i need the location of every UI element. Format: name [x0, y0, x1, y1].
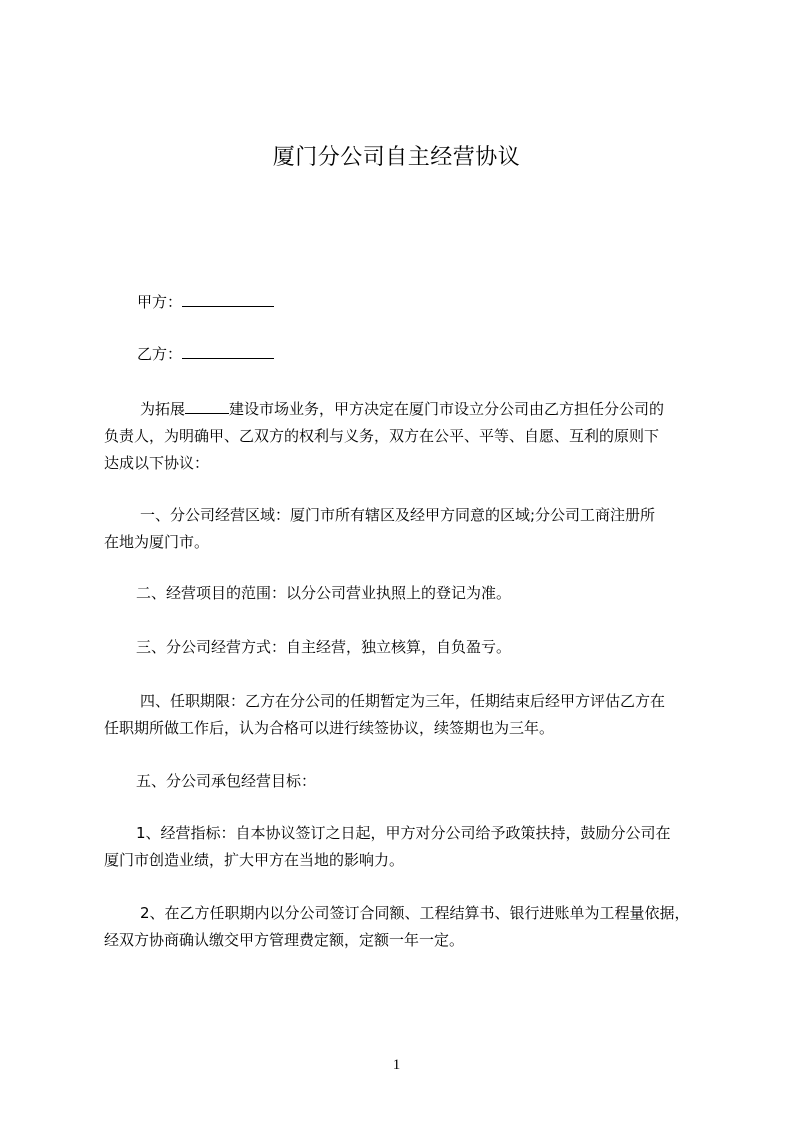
- clause-3-line-1: 三、分公司经营方式：自主经营，独立核算，自负盈亏。: [136, 638, 512, 656]
- clause-7-line-1: 2、在乙方任职期内以分公司签订合同额、工程结算书、银行进账单为工程量依据，: [140, 904, 690, 922]
- clause-4-line-2: 任职期所做工作后，认为合格可以进行续签协议，续签期也为三年。: [104, 719, 555, 737]
- clause-5-paragraph: [104, 768, 714, 795]
- clause-2-line-1: 二、经营项目的范围：以分公司营业执照上的登记为准。: [136, 584, 512, 602]
- page-number: 1: [392, 1057, 401, 1073]
- party-a-line: [137, 290, 274, 314]
- clause-2-paragraph: [104, 580, 714, 607]
- preamble-line-2: 负责人，为明确甲、乙双方的权利与义务，双方在公平、平等、自愿、互利的原则下: [104, 427, 660, 445]
- party-b-line: [137, 342, 274, 366]
- document-title: 厦门分公司自主经营协议: [272, 145, 521, 170]
- clause-6-line-2: 厦门市创造业绩，扩大甲方在当地的影响力。: [104, 851, 405, 869]
- party-a-blank: [182, 292, 274, 307]
- clause-1-paragraph: [104, 502, 714, 556]
- clause-6-line-1: 1、经营指标：自本协议签订之日起，甲方对分公司给予政策扶持，鼓励分公司在: [136, 824, 671, 842]
- clause-4-paragraph: [104, 688, 714, 742]
- preamble-line-3: 达成以下协议：: [104, 454, 210, 472]
- preamble-paragraph: [104, 396, 714, 477]
- preamble-text-1: 为拓展: [140, 400, 186, 418]
- clause-3-paragraph: [104, 634, 714, 661]
- preamble-text-2: 建设市场业务，甲方决定在厦门市设立分公司由乙方担任分公司的: [229, 400, 665, 418]
- clause-1-line-2: 在地为厦门市。: [104, 533, 210, 551]
- party-b-label: 乙方：: [137, 345, 183, 363]
- clause-7-paragraph: [104, 900, 714, 954]
- party-a-label: 甲方：: [137, 293, 183, 311]
- clause-1-line-1: 一、分公司经营区域：厦门市所有辖区及经甲方同意的区域;分公司工商注册所: [140, 506, 656, 524]
- clause-5-line-1: 五、分公司承包经营目标：: [136, 772, 317, 790]
- preamble-line-1: [104, 396, 714, 423]
- clause-6-paragraph: [104, 820, 714, 874]
- preamble-blank: [185, 399, 229, 414]
- party-b-blank: [182, 344, 274, 359]
- clause-7-line-2: 经双方协商确认缴交甲方管理费定额，定额一年一定。: [104, 931, 465, 949]
- clause-4-line-1: 四、任职期限：乙方在分公司的任期暂定为三年，任期结束后经甲方评估乙方在: [140, 692, 666, 710]
